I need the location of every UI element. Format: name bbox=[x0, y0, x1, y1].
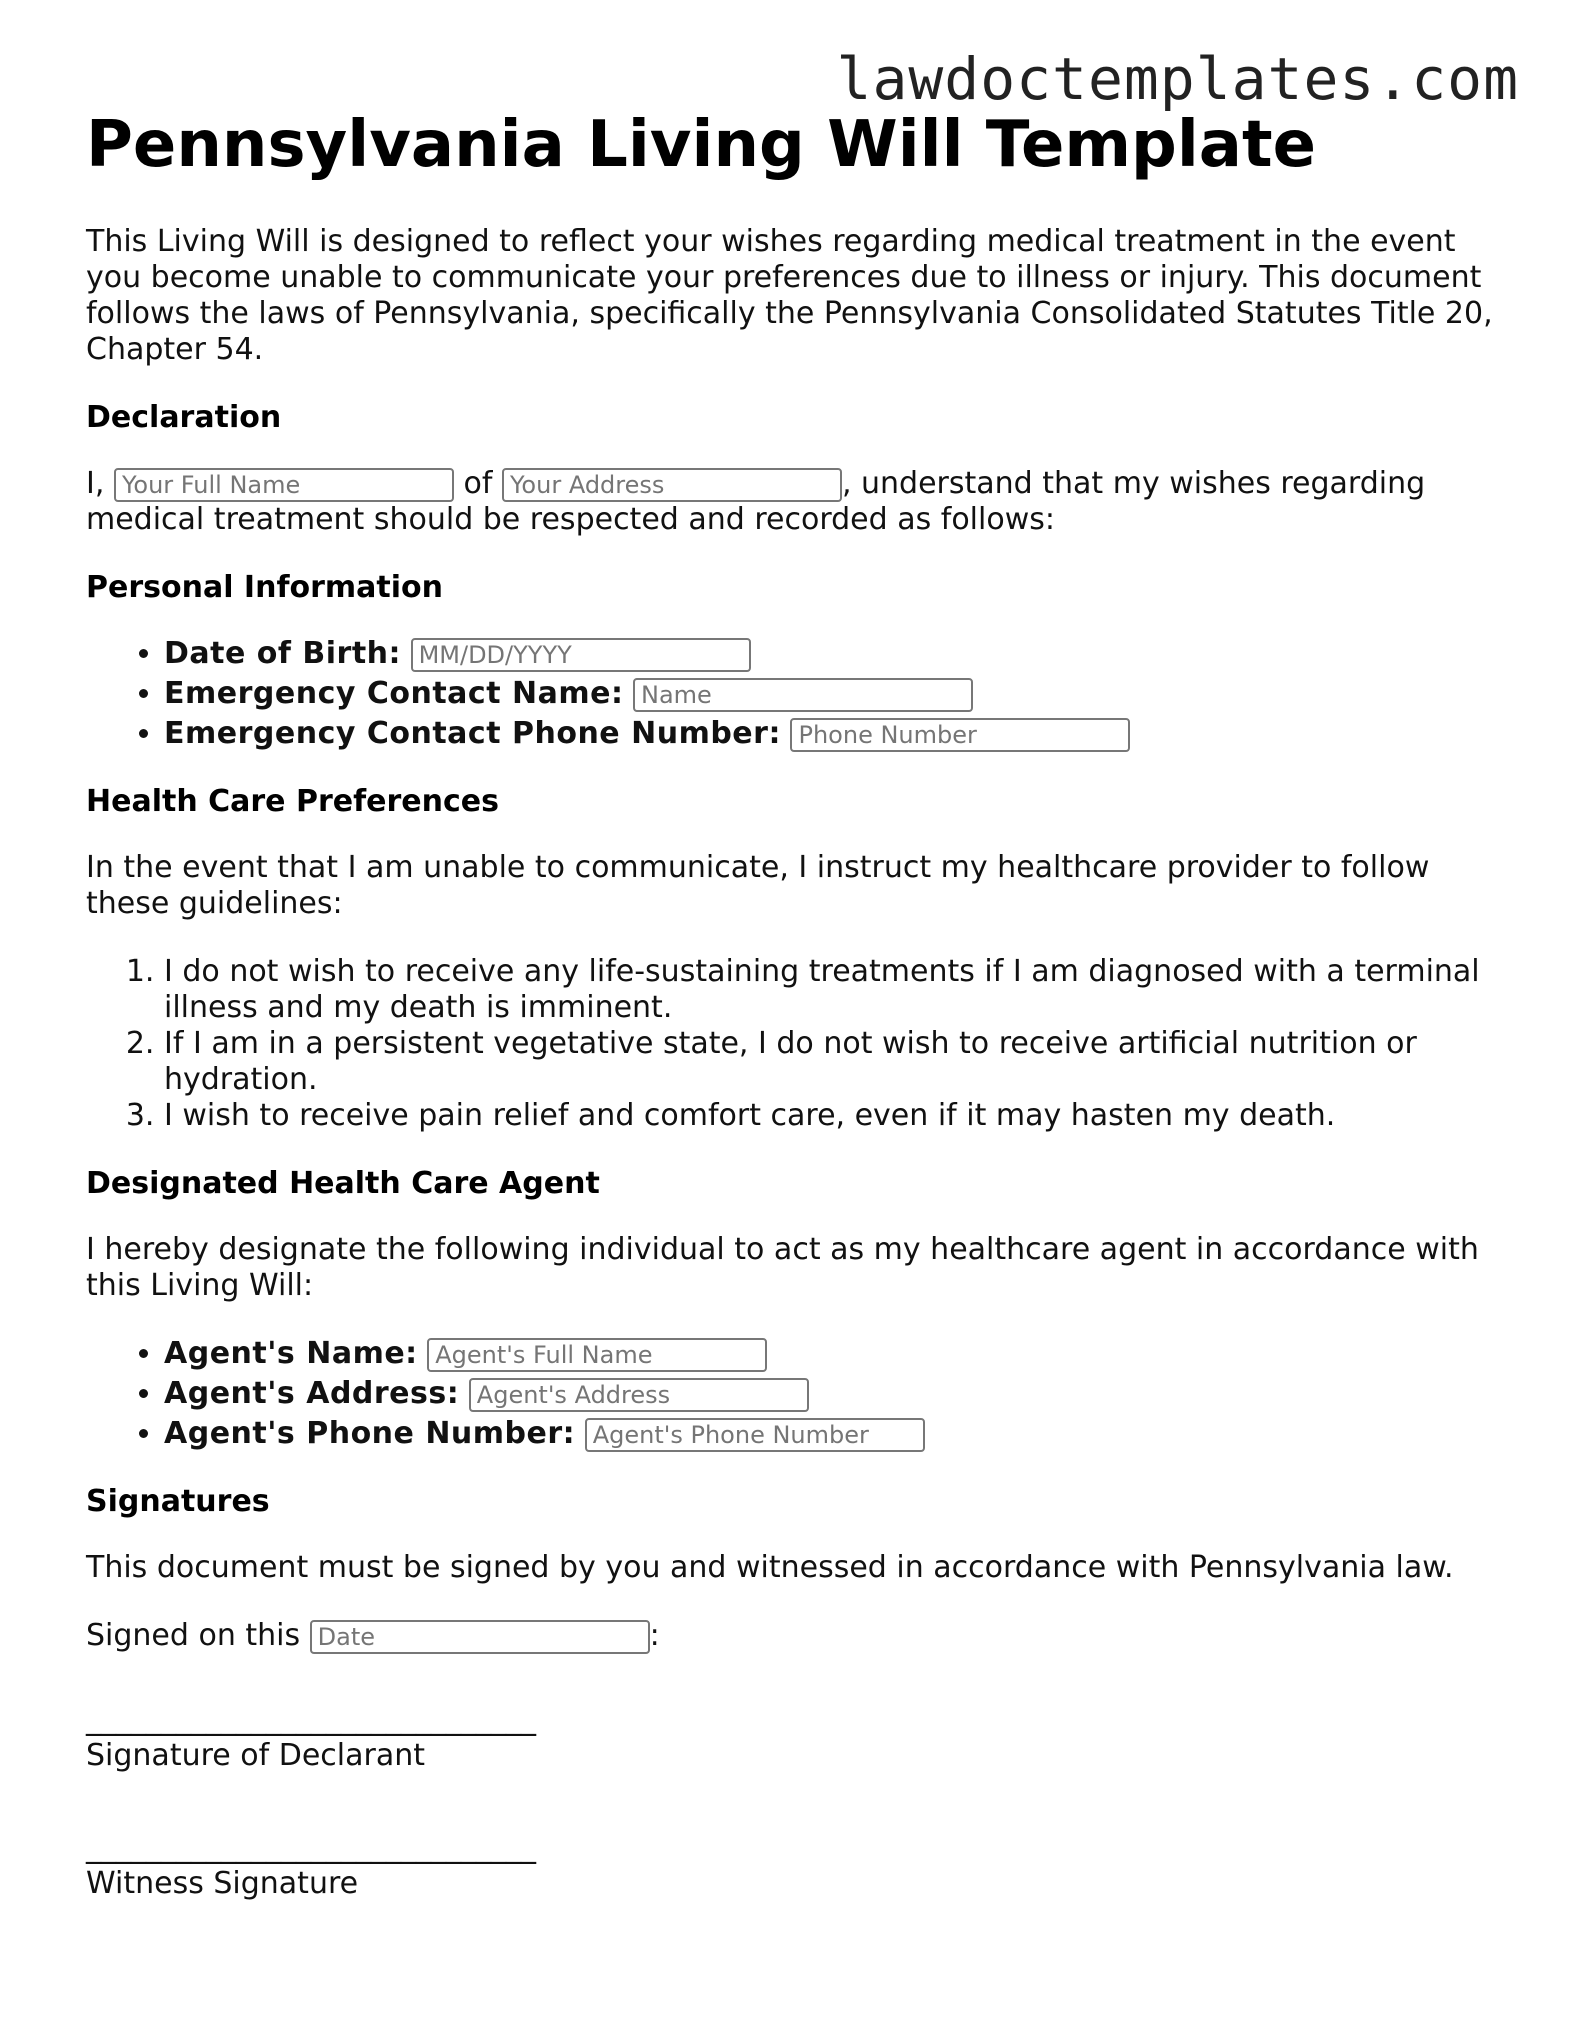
signature-date-input[interactable] bbox=[310, 1620, 650, 1654]
declaration-post: , understand that my wishes regarding medical treatment should be respected and recorded as follows: bbox=[86, 466, 1426, 538]
agent-address-label: Agent's Address: bbox=[164, 1376, 460, 1412]
personal-info-heading: Personal Information bbox=[86, 570, 443, 606]
signed-on-label: Signed on this bbox=[86, 1618, 301, 1654]
agent-heading: Designated Health Care Agent bbox=[86, 1166, 600, 1202]
declarant-signature-line[interactable]: ______________________________ bbox=[86, 1702, 536, 1738]
witness-signature-block bbox=[86, 1830, 1506, 1902]
declaration-of: of bbox=[463, 466, 493, 502]
full-name-input[interactable] bbox=[114, 468, 454, 502]
emergency-contact-name-input[interactable] bbox=[633, 678, 973, 712]
agent-phone-input[interactable] bbox=[585, 1418, 925, 1452]
list-item bbox=[164, 716, 1506, 752]
list-item bbox=[164, 676, 1506, 712]
declaration-pre: I, bbox=[86, 466, 105, 502]
health-care-intro: In the event that I am unable to communicate, I instruct my healthcare provider to follow these guidelines: bbox=[86, 850, 1430, 922]
health-care-heading: Health Care Preferences bbox=[86, 784, 499, 820]
health-care-guidelines bbox=[86, 954, 1506, 1134]
agent-intro: I hereby designate the following individual to act as my healthcare agent in accordance with this Living Will: bbox=[86, 1232, 1479, 1304]
list-item: 2. If I am in a persistent vegetative state, I do not wish to receive artificial nutrition or hydration. bbox=[164, 1026, 1506, 1098]
agent-name-label: Agent's Name: bbox=[164, 1336, 418, 1372]
dob-input[interactable] bbox=[411, 638, 751, 672]
signatures-heading: Signatures bbox=[86, 1484, 270, 1520]
declarant-signature-label: Signature of Declarant bbox=[86, 1738, 425, 1774]
agent-name-input[interactable] bbox=[427, 1338, 767, 1372]
emergency-contact-phone-label: Emergency Contact Phone Number: bbox=[164, 716, 781, 752]
emergency-contact-phone-input[interactable] bbox=[790, 718, 1130, 752]
intro-paragraph: This Living Will is designed to reflect your wishes regarding medical treatment in the event you become unable to communicate your preferences due to illness or injury. This document follows the laws of Pennsylvania, specifically the Pennsylvania Consolidated Statutes Title 20, Chapter 54. bbox=[86, 224, 1493, 368]
signed-on-line bbox=[86, 1618, 1506, 1654]
agent-list bbox=[86, 1336, 1506, 1452]
witness-signature-label: Witness Signature bbox=[86, 1866, 359, 1902]
watermark: lawdoctemplates.com bbox=[836, 45, 1519, 113]
emergency-contact-name-label: Emergency Contact Name: bbox=[164, 676, 624, 712]
signed-on-colon: : bbox=[649, 1618, 660, 1654]
list-item bbox=[164, 1336, 1506, 1372]
agent-phone-label: Agent's Phone Number: bbox=[164, 1416, 576, 1452]
page-title: Pennsylvania Living Will Template bbox=[86, 108, 1316, 182]
dob-label: Date of Birth: bbox=[164, 636, 402, 672]
declarant-signature-block bbox=[86, 1702, 1506, 1774]
address-input[interactable] bbox=[502, 468, 842, 502]
signatures-intro: This document must be signed by you and witnessed in accordance with Pennsylvania law. bbox=[86, 1550, 1454, 1586]
list-item: 1. I do not wish to receive any life-sustaining treatments if I am diagnosed with a terminal illness and my death is imminent. bbox=[164, 954, 1506, 1026]
declaration-paragraph bbox=[86, 466, 1506, 538]
list-item bbox=[164, 1376, 1506, 1412]
agent-address-input[interactable] bbox=[469, 1378, 809, 1412]
list-item bbox=[164, 636, 1506, 672]
declaration-heading: Declaration bbox=[86, 400, 282, 436]
document-page bbox=[86, 110, 1506, 1902]
personal-info-list bbox=[86, 636, 1506, 752]
list-item bbox=[164, 1416, 1506, 1452]
witness-signature-line[interactable]: ______________________________ bbox=[86, 1830, 536, 1866]
list-item: 3. I wish to receive pain relief and comfort care, even if it may hasten my death. bbox=[164, 1098, 1506, 1134]
